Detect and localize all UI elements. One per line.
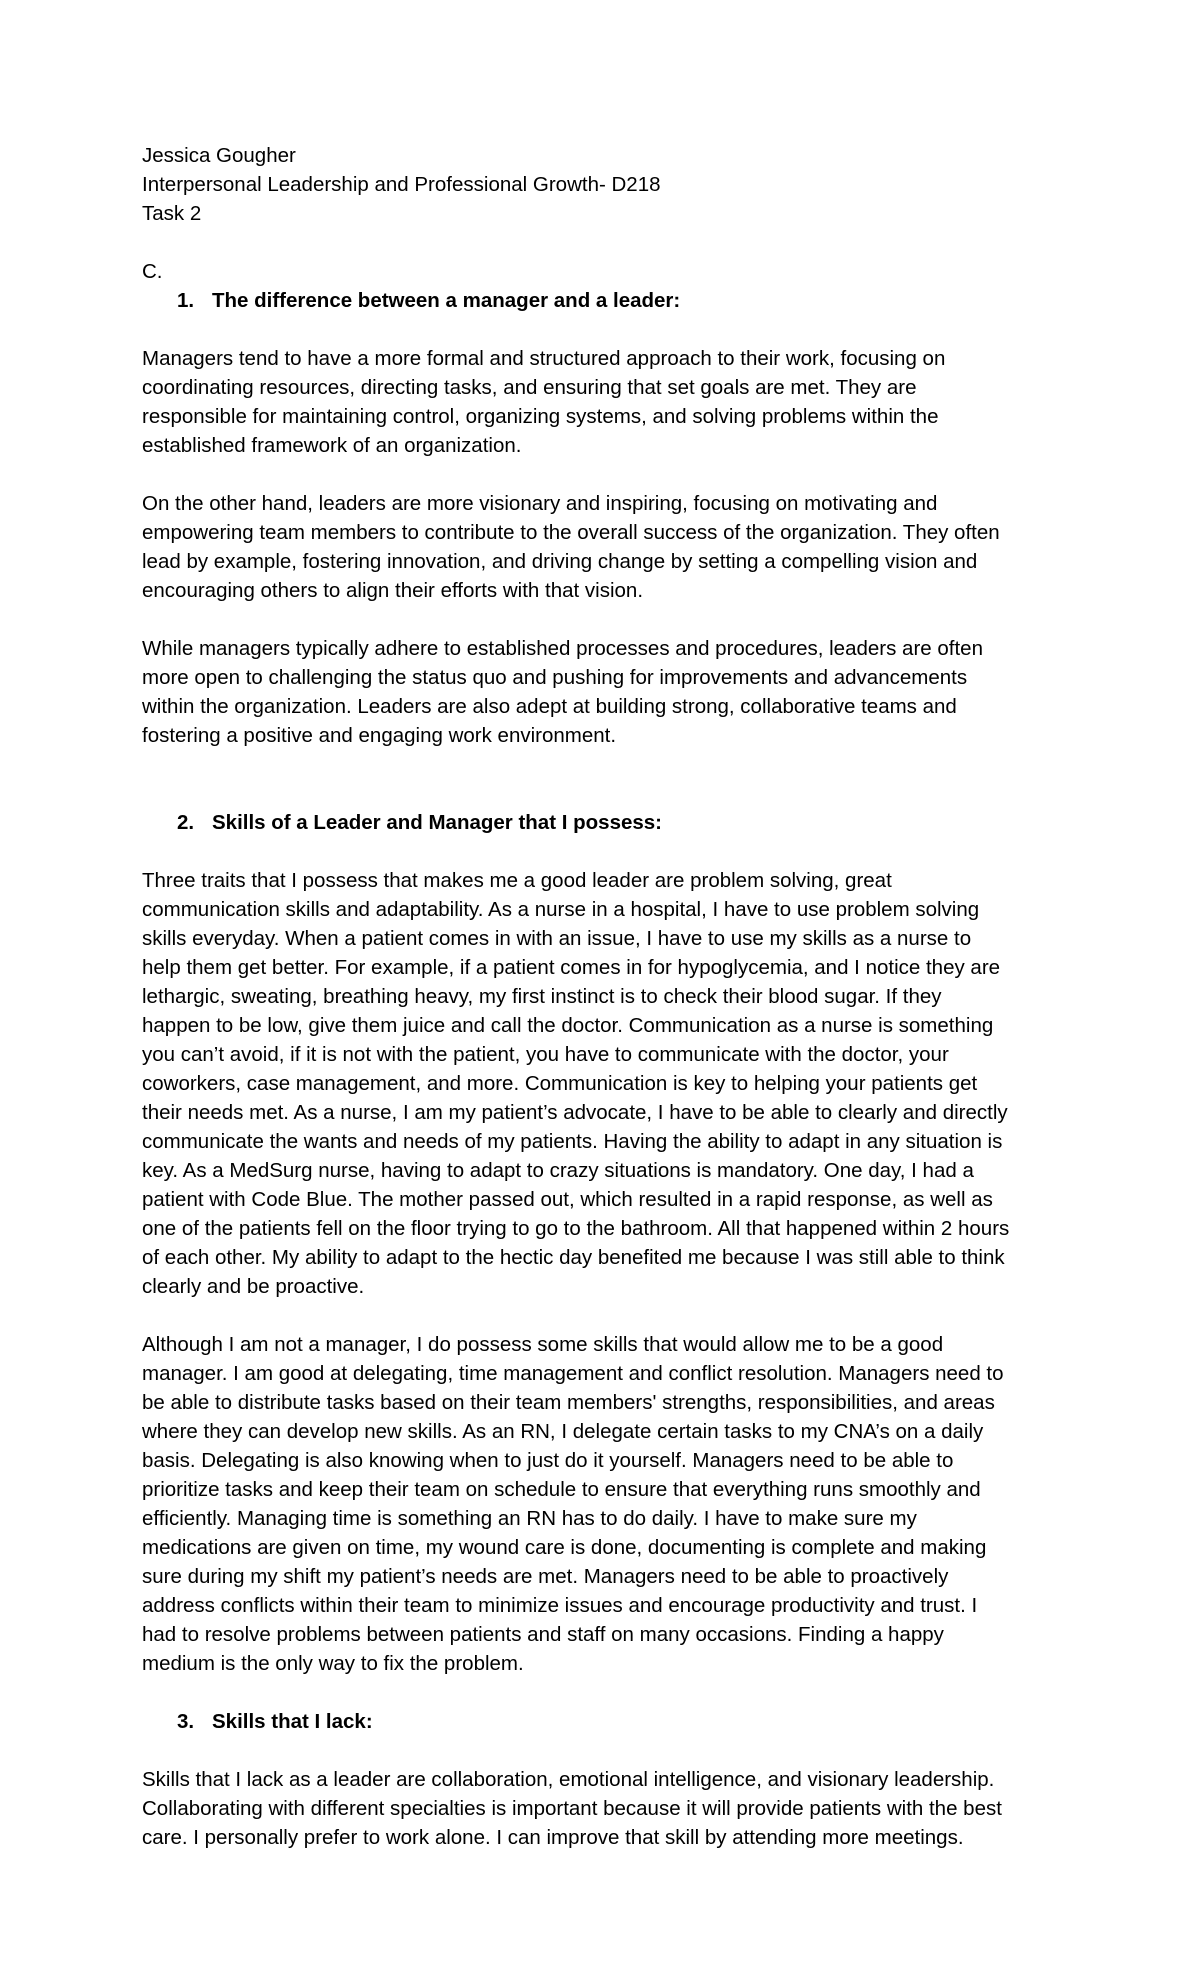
text-line: Managers tend to have a more formal and structured approach to their work, focusing on: [142, 347, 946, 370]
text-line: key. As a MedSurg nurse, having to adapt to crazy situations is mandatory. One day, I had a: [142, 1159, 974, 1182]
text-line: prioritize tasks and keep their team on schedule to ensure that everything runs smoothly and: [142, 1478, 981, 1501]
section-letter: C.: [142, 260, 163, 283]
paragraph: [142, 489, 1074, 605]
section-heading-text: Skills that I lack:: [212, 1710, 373, 1733]
text-line: where they can develop new skills. As an RN, I delegate certain tasks to my CNA’s on a daily: [142, 1420, 984, 1443]
text-line: efficiently. Managing time is something an RN has to do daily. I have to make sure my: [142, 1507, 917, 1530]
text-line: help them get better. For example, if a patient comes in for hypoglycemia, and I notice they are: [142, 956, 1001, 979]
section-number: 2.: [177, 811, 195, 834]
section-heading-text: The difference between a manager and a leader:: [212, 289, 681, 312]
text-line: patient with Code Blue. The mother passed out, which resulted in a rapid response, as well as: [142, 1188, 993, 1211]
text-line: medications are given on time, my wound care is done, documenting is complete and making: [142, 1536, 987, 1559]
section-heading: [142, 1707, 1074, 1736]
task-label: Task 2: [142, 202, 202, 225]
text-line: be able to distribute tasks based on their team members' strengths, responsibilities, and areas: [142, 1391, 995, 1414]
section-heading: [142, 286, 1074, 315]
section-heading: [142, 808, 1074, 837]
text-line: medium is the only way to fix the problem.: [142, 1652, 524, 1675]
paragraph: [142, 1330, 1074, 1678]
paragraph: [142, 344, 1074, 460]
text-line: skills everyday. When a patient comes in with an issue, I have to use my skills as a nurse to: [142, 927, 972, 950]
paragraph: [142, 866, 1074, 1301]
text-line: communication skills and adaptability. As a nurse in a hospital, I have to use problem solving: [142, 898, 980, 921]
section-number: 1.: [177, 289, 195, 312]
text-line: On the other hand, leaders are more visionary and inspiring, focusing on motivating and: [142, 492, 938, 515]
paragraph: [142, 1765, 1074, 1852]
course-title: Interpersonal Leadership and Professional Growth- D218: [142, 173, 661, 196]
text-line: clearly and be proactive.: [142, 1275, 365, 1298]
section-number: 3.: [177, 1710, 195, 1733]
section-1: [142, 286, 1074, 750]
section-heading-text: Skills of a Leader and Manager that I possess:: [212, 811, 662, 834]
text-line: one of the patients fell on the floor trying to go to the bathroom. All that happened within 2 hours: [142, 1217, 1010, 1240]
text-line: While managers typically adhere to established processes and procedures, leaders are often: [142, 637, 983, 660]
paragraph: [142, 634, 1074, 750]
text-line: within the organization. Leaders are also adept at building strong, collaborative teams and: [142, 695, 957, 718]
text-line: address conflicts within their team to minimize issues and encourage productivity and trust. I: [142, 1594, 978, 1617]
text-line: their needs met. As a nurse, I am my patient’s advocate, I have to be able to clearly and directly: [142, 1101, 1008, 1124]
author-name: Jessica Gougher: [142, 144, 296, 167]
text-line: Although I am not a manager, I do possess some skills that would allow me to be a good: [142, 1333, 944, 1356]
text-line: lethargic, sweating, breathing heavy, my first instinct is to check their blood sugar. If they: [142, 985, 942, 1008]
text-line: encouraging others to align their efforts with that vision.: [142, 579, 644, 602]
text-line: manager. I am good at delegating, time management and conflict resolution. Managers need to: [142, 1362, 1004, 1385]
text-line: lead by example, fostering innovation, and driving change by setting a compelling vision and: [142, 550, 978, 573]
text-line: fostering a positive and engaging work environment.: [142, 724, 617, 747]
section-3: [142, 1707, 1074, 1852]
text-line: Skills that I lack as a leader are collaboration, emotional intelligence, and visionary leadership.: [142, 1768, 995, 1791]
text-line: of each other. My ability to adapt to the hectic day benefited me because I was still able to think: [142, 1246, 1005, 1269]
text-line: Collaborating with different specialties is important because it will provide patients with the best: [142, 1797, 1002, 1820]
text-line: empowering team members to contribute to the overall success of the organization. They often: [142, 521, 1000, 544]
section-2: [142, 808, 1074, 1678]
text-line: Three traits that I possess that makes me a good leader are problem solving, great: [142, 869, 892, 892]
text-line: had to resolve problems between patients and staff on many occasions. Finding a happy: [142, 1623, 944, 1646]
text-line: established framework of an organization.: [142, 434, 522, 457]
text-line: coordinating resources, directing tasks, and ensuring that set goals are met. They are: [142, 376, 917, 399]
document-body: [142, 141, 1074, 1852]
text-line: basis. Delegating is also knowing when to just do it yourself. Managers need to be able to: [142, 1449, 954, 1472]
text-line: coworkers, case management, and more. Communication is key to helping your patients get: [142, 1072, 978, 1095]
text-line: communicate the wants and needs of my patients. Having the ability to adapt in any situation is: [142, 1130, 1003, 1153]
text-line: sure during my shift my patient’s needs are met. Managers need to be able to proactively: [142, 1565, 949, 1588]
text-line: more open to challenging the status quo and pushing for improvements and advancements: [142, 666, 968, 689]
document-header: [142, 141, 1074, 228]
text-line: care. I personally prefer to work alone. I can improve that skill by attending more meetings.: [142, 1826, 964, 1849]
text-line: you can’t avoid, if it is not with the patient, you have to communicate with the doctor, your: [142, 1043, 949, 1066]
text-line: responsible for maintaining control, organizing systems, and solving problems within the: [142, 405, 939, 428]
text-line: happen to be low, give them juice and call the doctor. Communication as a nurse is something: [142, 1014, 994, 1037]
